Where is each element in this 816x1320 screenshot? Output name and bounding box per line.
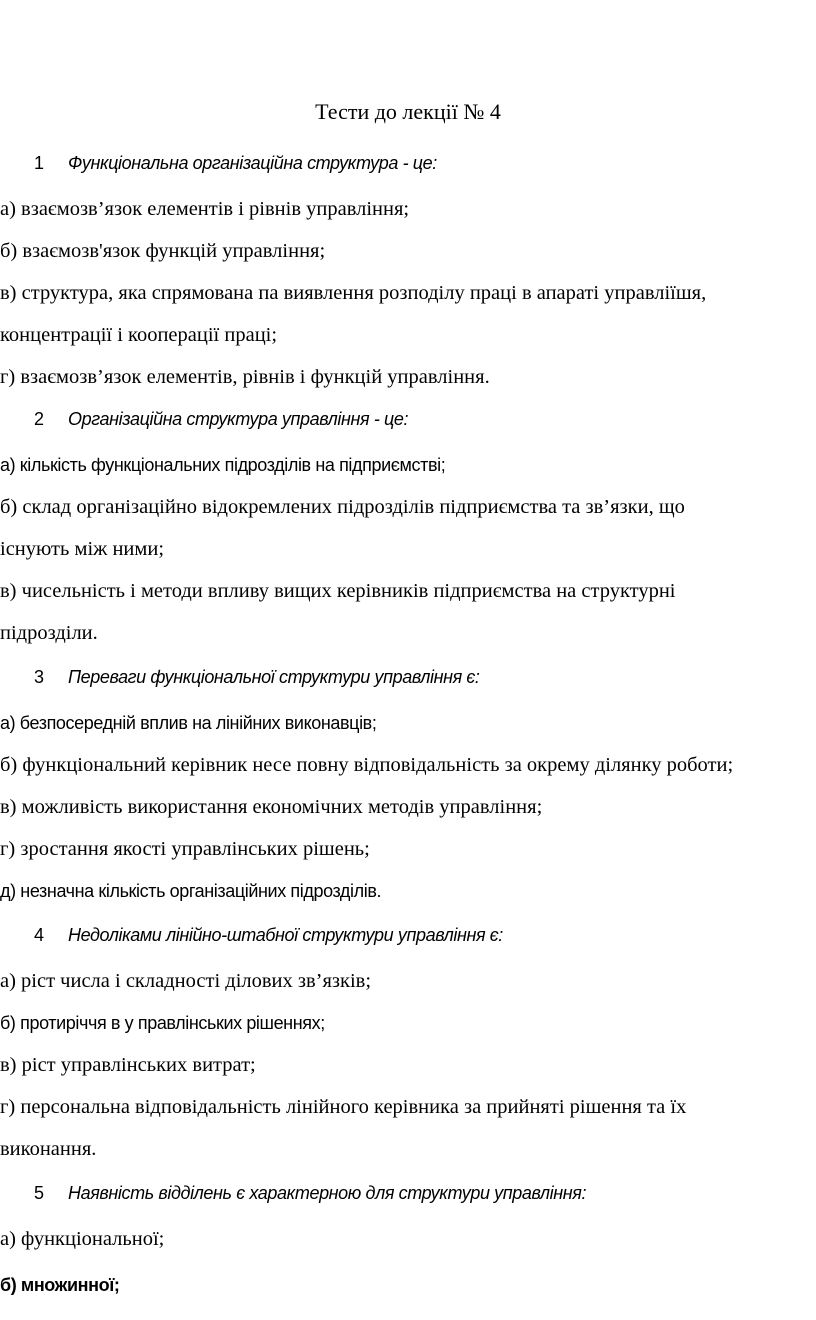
answer-line: г) взаємозв’язок елементів, рівнів і функцій управління. <box>0 366 490 388</box>
question-number: 4 <box>34 925 44 945</box>
answer-line: г) зростання якості управлінських рішень; <box>0 838 370 860</box>
question-2-heading <box>34 406 408 432</box>
answer-line: а) кількість функціональних підрозділів на підприємстві; <box>0 455 446 475</box>
answer-line: в) чисельність і методи впливу вищих керівників підприємства на структурні <box>0 580 676 602</box>
answer-line: б) функціональний керівник несе повну відповідальність за окрему ділянку роботи; <box>0 754 734 776</box>
answer-line: б) склад організаційно відокремлених підрозділів підприємства та зв’язки, що <box>0 496 685 518</box>
question-number: 2 <box>34 409 44 429</box>
question-4-heading <box>34 922 503 948</box>
answer-line: підрозділи. <box>0 622 98 644</box>
question-number: 5 <box>34 1183 44 1203</box>
answer-line: а) взаємозв’язок елементів і рівнів управління; <box>0 198 410 220</box>
answer-line: в) можливість використання економічних методів управління; <box>0 796 543 818</box>
answer-line: в) структура, яка спрямована па виявлення розподілу праці в апараті управліїшя, <box>0 282 707 304</box>
answer-line: а) функціональної; <box>0 1228 165 1250</box>
answer-line: г) персональна відповідальність лінійного керівника за прийняті рішення та їх <box>0 1096 687 1118</box>
answer-line: б) множинної; <box>0 1275 120 1295</box>
answer-line: виконання. <box>0 1138 97 1160</box>
question-number: 1 <box>34 153 44 173</box>
answer-line: в) ріст управлінських витрат; <box>0 1054 256 1076</box>
question-text: Організаційна структура управління - це: <box>68 409 409 429</box>
question-text: Функціональна організаційна структура - це: <box>68 153 437 173</box>
answer-line: д) незначна кількість організаційних підрозділів. <box>0 881 382 901</box>
answer-line: а) безпосередній вплив на лінійних виконавців; <box>0 713 377 733</box>
question-text: Переваги функціональної структури управління є: <box>68 667 480 687</box>
question-5-heading <box>34 1180 586 1206</box>
question-3-heading <box>34 664 480 690</box>
answer-line: концентрації і кооперації праці; <box>0 324 278 346</box>
answer-line: б) взаємозв'язок функцій управління; <box>0 240 326 262</box>
answer-line: а) ріст числа і складності ділових зв’язків; <box>0 970 372 992</box>
question-1-heading <box>34 150 437 176</box>
question-text: Наявність відділень є характерною для структури управління: <box>68 1183 587 1203</box>
question-number: 3 <box>34 667 44 687</box>
question-text: Недоліками лінійно-штабної структури управління є: <box>68 925 503 945</box>
answer-line: існують між ними; <box>0 538 165 560</box>
answer-line: б) протиріччя в у правлінських рішеннях; <box>0 1013 325 1033</box>
page-title: Тести до лекції № 4 <box>315 99 501 124</box>
